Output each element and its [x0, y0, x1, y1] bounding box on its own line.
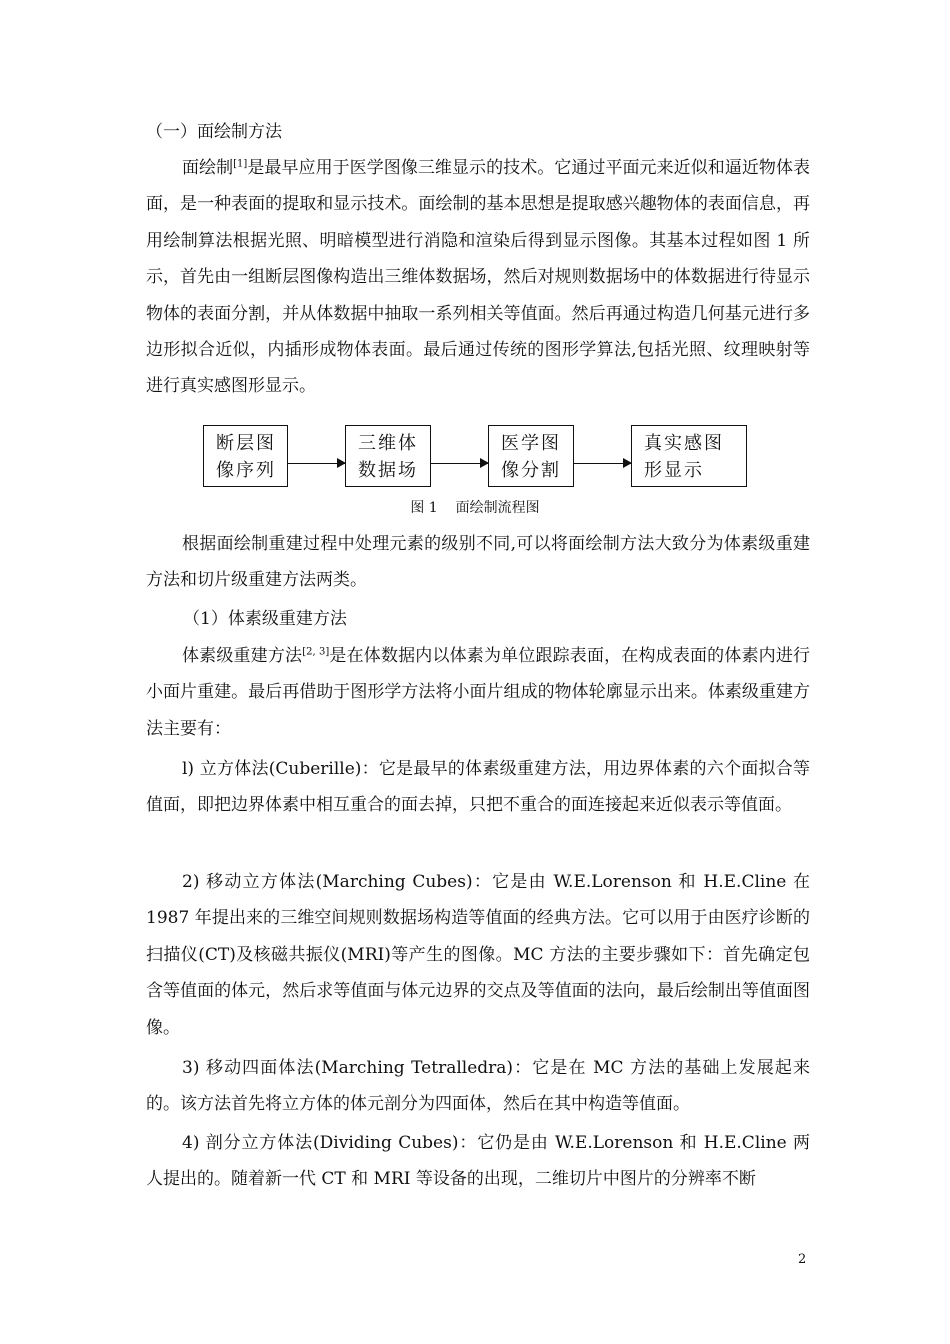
flow-box-line: 医学图 — [501, 433, 561, 454]
flow-box-line: 形显示 — [644, 460, 704, 481]
method-cuberille: l) 立方体法(Cuberille)：它是最早的体素级重建方法，用边界体素的六个面拟合等值面，即把边界体素中相互重合的面去掉，只把不重合的面连接起来近似表示等值面。 — [146, 759, 810, 816]
flow-box-line: 断层图 — [216, 433, 276, 454]
citation-ref: [2, 3] — [302, 646, 330, 658]
flow-box-volume-data — [345, 425, 431, 487]
voxel-text-rest: 是在体数据内以体素为单位跟踪表面，在构成表面的体素内进行小面片重建。最后再借助于图形学方法将小面片组成的物体轮廓显示出来。体素级重建方法主要有： — [146, 646, 811, 739]
intro-text-start: 面绘制 — [182, 158, 234, 178]
flow-box-line: 真实感图 — [644, 433, 724, 454]
figure-number: 图 1 — [410, 500, 438, 516]
voxel-paragraph — [146, 638, 810, 747]
figure-caption — [0, 498, 950, 518]
flow-box-slice-sequence — [203, 425, 288, 487]
flow-arrow — [574, 463, 631, 464]
flow-box-line: 数据场 — [358, 460, 418, 481]
subsection-heading: （1）体素级重建方法 — [183, 609, 347, 629]
intro-text-rest: 是最早应用于医学图像三维显示的技术。它通过平面元来近似和逼近物体表面，是一种表面的提取和显示技术。面绘制的基本思想是提取感兴趣物体的表面信息，再用绘制算法根据光照、明暗模型进行消隐和渲染后得到显示图像。其基本过程如图 1 所示，首先由一组断层图像构造出三维体数据场，然后对规则数据场中的体数据进行待显示物体的表面分割，并从体数据中抽取一系列相关等值面。然后再通过构造几何基元进行多边形拟合近似，内插形成物体表面。最后通过传统的图形学算法,包括光照、纹理映射等进行真实感图形显示。 — [146, 158, 811, 397]
flow-box-line: 三维体 — [358, 433, 418, 454]
voxel-text-start: 体素级重建方法 — [182, 646, 303, 666]
flow-box-segmentation — [488, 425, 574, 487]
citation-ref: [1] — [233, 158, 248, 170]
figure-title: 面绘制流程图 — [455, 500, 540, 516]
section-heading: （一）面绘制方法 — [146, 122, 282, 142]
method-marching-tetrahedra: 3) 移动四面体法(Marching Tetralledra)：它是在 MC 方法的基础上发展起来的。该方法首先将立方体的体元剖分为四面体，然后在其中构造等值面。 — [146, 1058, 810, 1115]
intro-paragraph — [146, 150, 810, 405]
classification-paragraph: 根据面绘制重建过程中处理元素的级别不同,可以将面绘制方法大致分为体素级重建方法和切片级重建方法两类。 — [146, 534, 810, 591]
flow-arrow — [431, 463, 488, 464]
method-marching-cubes: 2) 移动立方体法(Marching Cubes)：它是由 W.E.Lorenson 和 H.E.Cline 在 1987 年提出来的三维空间规则数据场构造等值面的经典方法。它可以用于由医疗诊断的扫描仪(CT)及核磁共振仪(MRI)等产生的图像。MC 方法的主要步骤如下：首先确定包含等值面的体元，然后求等值面与体元边界的交点及等值面的法向，最后绘制出等值面图像。 — [146, 872, 810, 1038]
flow-arrow — [288, 463, 345, 464]
flow-box-realistic-display — [631, 425, 747, 487]
flow-box-line: 像分割 — [501, 460, 561, 481]
page-number: 2 — [798, 1252, 807, 1267]
flow-box-line: 像序列 — [216, 460, 276, 481]
method-dividing-cubes: 4) 剖分立方体法(Dividing Cubes)：它仍是由 W.E.Lorenson 和 H.E.Cline 两人提出的。随着新一代 CT 和 MRI 等设备的出现，二维切片中图片的分辨率不断 — [146, 1133, 810, 1190]
